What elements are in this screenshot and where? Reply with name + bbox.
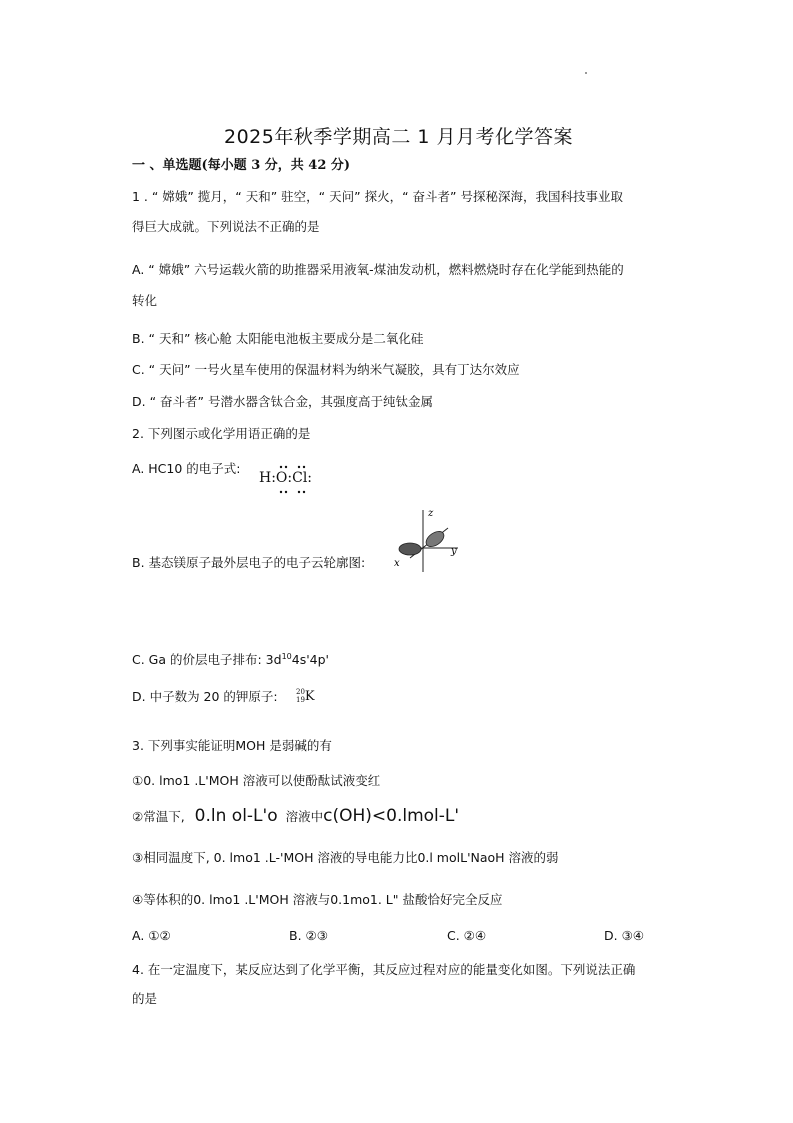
q3-option-b: B. ②③: [289, 928, 328, 943]
q2-option-a-label: A. HC10 的电子式:: [132, 461, 241, 476]
q1-stem-line2: 得巨大成就。下列说法不正确的是: [132, 219, 320, 234]
q4-stem-line1: 4. 在一定温度下，某反应达到了化学平衡，其反应过程对应的能量变化如图。下列说法正确: [132, 962, 636, 977]
scan-dot: [585, 72, 587, 74]
q3-option-c: C. ②④: [447, 928, 487, 943]
q2-electron-formula: H:O:Cl:: [259, 470, 313, 486]
q4-stem-line2: 的是: [132, 991, 158, 1006]
electron-dots-graphic: [266, 464, 326, 496]
q3-item-2-mid: 溶液中: [285, 809, 324, 824]
q2-option-c-rest: 4s'4p': [291, 652, 329, 667]
q2-option-c-label: C. Ga 的价层电子排布: 3d: [132, 652, 282, 667]
p-orbital-diagram: [390, 504, 465, 576]
element-symbol: K: [304, 689, 315, 704]
q3-item-4: ④等体积的0. lmo1 .L'MOH 溶液与0.1mo1. L" 盐酸恰好完全反应: [132, 892, 503, 907]
axis-label-y: y: [451, 546, 457, 557]
q3-item-2-condition: c(OH)<0.lmol-L': [323, 806, 460, 826]
q1-option-c: C. “ 天问” 一号火星车使用的保温材料为纳米气凝胶，具有丁达尔效应: [132, 362, 520, 377]
page-title: 2025年秋季学期高二 1 月月考化学答案: [224, 126, 574, 148]
q2-stem: 2. 下列图示或化学用语正确的是: [132, 426, 311, 441]
q1-option-a-line1: A. “ 嫦娥” 六号运载火箭的助推器采用液氧-煤油发动机，燃料燃烧时存在化学能到热能的: [132, 262, 624, 277]
q2-option-b-label: B. 基态镁原子最外层电子的电子云轮廓图:: [132, 555, 366, 570]
q3-item-1: ①0. lmo1 .L'MOH 溶液可以使酚酞试液变红: [132, 773, 381, 788]
q2-option-c: [132, 652, 329, 668]
axis-label-x: x: [394, 558, 400, 569]
axis-label-z: z: [428, 508, 434, 519]
q3-stem: 3. 下列事实能证明MOH 是弱碱的有: [132, 738, 332, 753]
q3-item-2-concentration: 0.ln ol-L'o: [194, 806, 278, 826]
q3-item-2: [132, 808, 459, 825]
q1-option-b: B. “ 天和” 核心舱 太阳能电池板主要成分是二氧化硅: [132, 331, 424, 346]
q3-option-a: A. ①②: [132, 928, 171, 943]
q1-option-a-line2: 转化: [132, 293, 158, 308]
q2-option-c-sup: 10: [281, 652, 292, 661]
q1-stem-line1: 1 . “ 嫦娥” 揽月，“ 天和” 驻空，“ 天问” 探火，“ 奋斗者” 号探秘深海，我国科技事业取: [132, 189, 623, 204]
section-heading: 一 、单选题(每小题 3 分，共 42 分): [132, 158, 351, 173]
q3-item-2-prefix: ②常温下,: [132, 809, 185, 824]
q1-option-d: D. “ 奋斗者” 号潜水器含钛合金，其强度高于纯钛金属: [132, 394, 433, 409]
atomic-number: 19: [296, 695, 305, 704]
q2-option-d-label: D. 中子数为 20 的钾原子:: [132, 689, 278, 704]
q3-item-3: ③相同温度下, 0. lmo1 .L-'MOH 溶液的导电能力比0.l molL'NaoH 溶液的弱: [132, 850, 559, 865]
q3-option-d: D. ③④: [604, 928, 644, 943]
mass-number: 20: [296, 687, 305, 696]
potassium-nuclide: [296, 685, 315, 704]
